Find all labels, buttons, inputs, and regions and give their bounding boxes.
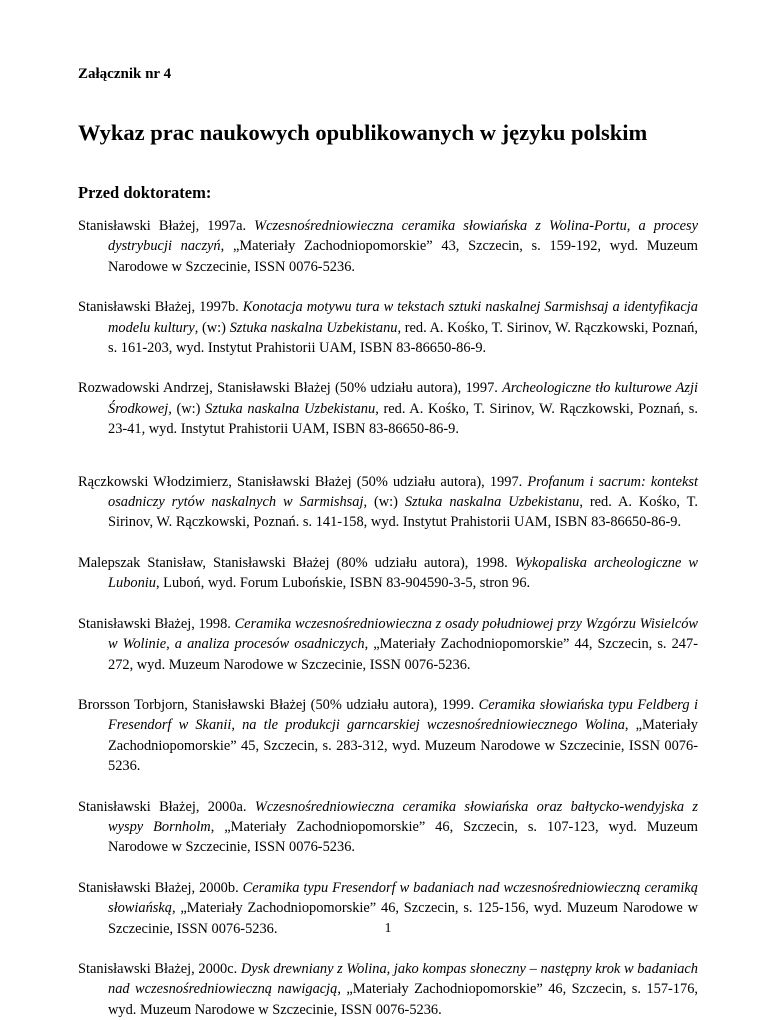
- entry-title: Wczesnośredniowieczna ceramika słowiańska oraz bałtycko-wendyjska z wyspy Bornholm: [108, 798, 698, 835]
- entry-title: Dysk drewniany z Wolina, jako kompas słoneczny – następny krok w badaniach nad wczesnośredniowieczną nawigacją: [108, 960, 698, 998]
- entry-details: , „Materiały Zachodniopomorskie” 43, Szczecin, s. 159-192, wyd. Muzeum Narodowe w Szczecinie, ISSN 0076-5236.: [108, 238, 698, 275]
- entry-title: Archeologiczne tło kulturowe Azji Środkowej,: [108, 380, 698, 417]
- page-title: Wykaz prac naukowych opublikowanych w języku polskim: [78, 120, 648, 145]
- publication-entry: [78, 959, 698, 1020]
- entry-authors: Stanisławski Błażej, 1997b.: [78, 299, 243, 316]
- entry-title: Konotacja motywu tura w tekstach sztuki naskalnej Sarmishsaj a identyfikacja modelu kultury: [108, 299, 698, 336]
- section-heading: Przed doktoratem:: [78, 183, 212, 202]
- entry-authors: Rączkowski Włodzimierz, Stanisławski Błażej (50% udziału autora), 1997.: [78, 473, 528, 490]
- entry-connector: , (w:): [363, 494, 405, 511]
- entry-details: , „Materiały Zachodniopomorskie” 46, Szczecin, s. 125-156, wyd. Muzeum Narodowe w Szczecinie, ISSN 0076-5236.: [108, 900, 698, 937]
- publication-entry: [78, 216, 698, 277]
- entry-authors: Stanisławski Błażej, 1997a.: [78, 218, 255, 234]
- entry-title: Ceramika wczesnośredniowieczna z osady południowej przy Wzgórzu Wisielców w Wolinie, a analiza procesów osadniczych: [108, 615, 698, 653]
- entry-title: Ceramika słowiańska typu Feldberg i Fresendorf w Skanii, na tle produkcji garncarskiej wczesnośredniowiecznego Wolina: [108, 696, 698, 734]
- entry-authors: Stanisławski Błażej, 2000b.: [78, 879, 243, 896]
- entry-details: , „Materiały Zachodniopomorskie” 46, Szczecin, s. 157-176, wyd. Muzeum Narodowe w Szczecinie, ISSN 0076-5236.: [108, 981, 698, 1018]
- entry-authors: Stanisławski Błażej, 1998.: [78, 615, 235, 632]
- entry-details: , red. A. Kośko, T. Sirinov, W. Rączkowski, Poznań. s. 141-158, wyd. Instytut Prahistorii UAM, ISBN 83-86650-86-9.: [108, 494, 698, 531]
- entry-authors: Brorsson Torbjorn, Stanisławski Błażej (50% udziału autora), 1999.: [78, 696, 479, 713]
- entry-authors: Malepszak Stanisław, Stanisławski Błażej (80% udziału autora), 1998.: [78, 554, 515, 571]
- entry-details: , red. A. Kośko, T. Sirinov, W. Rączkowski, Poznań, s. 161-203, wyd. Instytut Prahistorii UAM, ISBN 83-86650-86-9.: [108, 319, 698, 357]
- entry-details: , „Materiały Zachodniopomorskie” 44, Szczecin, s. 247-272, wyd. Muzeum Narodowe w Szczecinie, ISSN 0076-5236.: [108, 636, 698, 673]
- entry-connector: (w:): [171, 400, 206, 417]
- entry-authors: Rozwadowski Andrzej, Stanisławski Błażej (50% udziału autora), 1997.: [78, 380, 503, 397]
- entry-details: , „Materiały Zachodniopomorskie” 45, Szczecin, s. 283-312, wyd. Muzeum Narodowe w Szczecinie, ISSN 0076-5236.: [108, 717, 698, 775]
- entry-volume-title: Sztuka naskalna Uzbekistanu: [404, 494, 580, 511]
- entry-title: Profanum i sacrum: kontekst osadniczy rytów naskalnych w Sarmishsaj: [108, 473, 698, 511]
- publication-list: [78, 216, 698, 1020]
- entry-connector: , (w:): [194, 319, 230, 336]
- publication-entry: [78, 797, 698, 858]
- entry-details: , „Materiały Zachodniopomorskie” 46, Szczecin, s. 107-123, wyd. Muzeum Narodowe w Szczecinie, ISSN 0076-5236.: [108, 818, 698, 856]
- publication-entry: [78, 378, 698, 439]
- publication-entry: [78, 553, 698, 594]
- publication-entry: [78, 695, 698, 777]
- entry-details: , red. A. Kośko, T. Sirinov, W. Rączkowski, Poznań, s. 23-41, wyd. Instytut Prahistorii UAM, ISBN 83-86650-86-9.: [108, 400, 698, 438]
- entry-volume-title: Sztuka naskalna Uzbekistanu: [205, 400, 376, 417]
- entry-title: Wczesnośredniowieczna ceramika słowiańska z Wolina-Portu, a procesy dystrybucji naczyń: [108, 218, 698, 255]
- entry-title: Ceramika typu Fresendorf w badaniach nad wczesnośredniowieczną ceramiką słowiańską: [108, 879, 699, 917]
- publication-entry: [78, 472, 698, 533]
- publication-entry: [78, 297, 698, 358]
- publication-entry: [78, 614, 698, 675]
- entry-authors: Stanisławski Błażej, 2000a.: [78, 798, 255, 815]
- entry-title: Wykopaliska archeologiczne w Luboniu: [108, 554, 698, 592]
- entry-details: , Luboń, wyd. Forum Lubońskie, ISBN 83-904590-3-5, stron 96.: [155, 575, 531, 592]
- entry-authors: Stanisławski Błażej, 2000c.: [78, 960, 241, 977]
- annex-label: Załącznik nr 4: [78, 66, 172, 82]
- entry-volume-title: Sztuka naskalna Uzbekistanu: [229, 319, 398, 336]
- page-number: 1: [384, 921, 392, 936]
